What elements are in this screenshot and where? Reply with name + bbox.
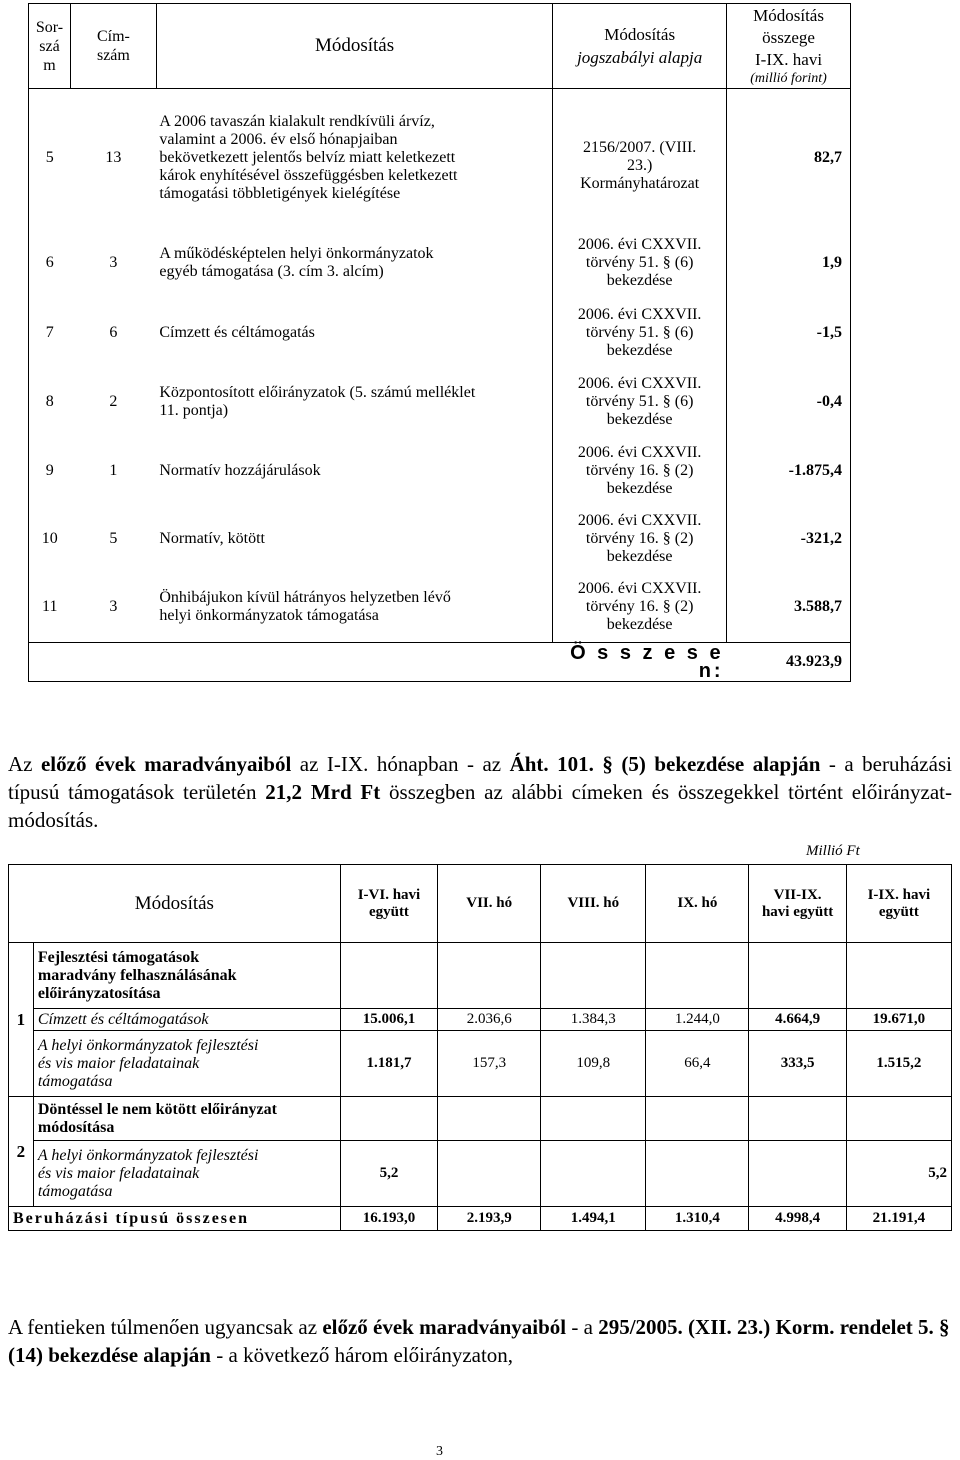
total-row	[29, 643, 851, 682]
header-modositas: Módosítás	[9, 865, 341, 943]
header-modositas: Módosítás	[156, 4, 552, 89]
header-osszeg: Módosítás összege I-IX. havi (millió forint)	[727, 4, 851, 89]
investment-table	[8, 864, 952, 1231]
group-row: 2 Döntéssel le nem kötött előirányzat módosítása	[9, 1097, 952, 1141]
page-number: 3	[436, 1444, 443, 1459]
table-row: 11 3 Önhibájukon kívül hátrányos helyzetben lévő helyi önkormányzatok támogatása 2006. évi CXXVII. törvény 16. § (2) bekezdése 3.588,7	[29, 573, 851, 643]
header-ix: IX. hó	[646, 865, 749, 943]
table-row: Címzett és céltámogatások 15.006,1 2.036,6 1.384,3 1.244,0 4.664,9 19.671,0	[9, 1009, 952, 1031]
unit-label: Millió Ft	[806, 843, 860, 859]
header-cimszam: Cím- szám	[70, 4, 156, 89]
total-label: Ö s s z e s e n:	[553, 643, 727, 682]
total-value: 43.923,9	[727, 643, 851, 682]
table-header-row	[9, 865, 952, 943]
table-row: 10 5 Normatív, kötött 2006. évi CXXVII. törvény 16. § (2) bekezdése -321,2	[29, 505, 851, 573]
header-vii: VII. hó	[438, 865, 541, 943]
table-row: 6 3 A működésképtelen helyi önkormányzatok egyéb támogatása (3. cím 3. alcím) 2006. évi CXXVII. törvény 51. § (6) bekezdése 1,9	[29, 227, 851, 299]
header-i-vi: I-VI. havi együtt	[340, 865, 437, 943]
group-row: 1 Fejlesztési támogatások maradvány felhasználásának előirányzatosítása	[9, 943, 952, 1009]
sum-row: Beruházási típusú összesen 16.193,0 2.193,9 1.494,1 1.310,4 4.998,4 21.191,4	[9, 1207, 952, 1231]
header-i-ix: I-IX. havi együtt	[846, 865, 951, 943]
table-row: A helyi önkormányzatok fejlesztési és vis maior feladatainak támogatása 1.181,7 157,3 109,8 66,4 333,5 1.515,2	[9, 1031, 952, 1097]
header-sorszam: Sor- szá m	[29, 4, 71, 89]
paragraph-additional: A fentieken túlmenően ugyancsak az előző évek maradványaiból - a 295/2005. (XII. 23.) Korm. rendelet 5. § (14) bekezdése alapján - a következő három előirányzaton,	[8, 1315, 950, 1367]
table-row: 9 1 Normatív hozzájárulások 2006. évi CXXVII. törvény 16. § (2) bekezdése -1.875,4	[29, 437, 851, 505]
table-row: 5 13 A 2006 tavaszán kialakult rendkívüli árvíz, valamint a 2006. év első hónapjaiban bekövetkezett jelentős belvíz miatt keletkezett károk enyhítésével összefüggésben keletkezett támogatási többletigények kielégítése 2156/2007. (VIII. 23.) Kormányhatározat 82,7	[29, 89, 851, 227]
header-jogalap: Módosítás jogszabályi alapja	[553, 4, 727, 89]
table-row: A helyi önkormányzatok fejlesztési és vis maior feladatainak támogatása 5,2 5,2	[9, 1141, 952, 1207]
table-row: 7 6 Címzett és céltámogatás 2006. évi CXXVII. törvény 51. § (6) bekezdése -1,5	[29, 299, 851, 367]
table-row: 8 2 Központosított előirányzatok (5. számú melléklet 11. pontja) 2006. évi CXXVII. törvény 51. § (6) bekezdése -0,4	[29, 367, 851, 437]
modification-table	[28, 3, 851, 682]
header-viii: VIII. hó	[541, 865, 646, 943]
paragraph-remaining-funds: Az előző évek maradványaiból az I-IX. hónapban - az Áht. 101. § (5) bekezdése alapján - a beruházási típusú támogatások területén 21,2 Mrd Ft összegben az alábbi címeken és összegekkel történt előirányzat-módosítás.	[8, 752, 952, 832]
header-vii-ix: VII-IX. havi együtt	[749, 865, 846, 943]
